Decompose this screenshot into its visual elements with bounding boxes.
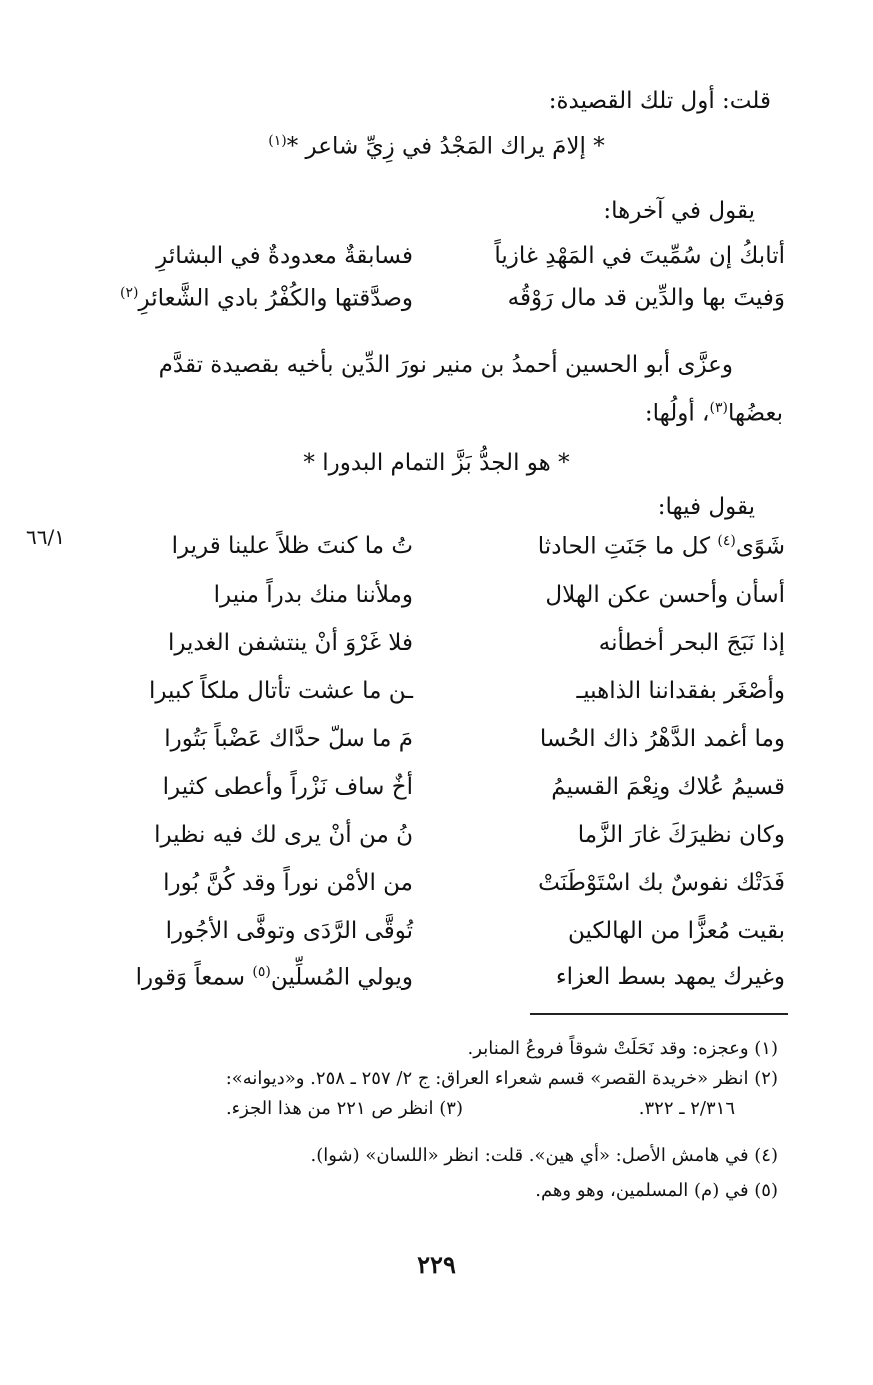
hemistich-right-text: شَوًى <box>735 533 785 560</box>
poem2-opening: * هو الجدُّ بَزَّ التمام البدورا * <box>303 450 570 476</box>
hemistich-right: أسأن وأحسن عكن الهلال <box>545 582 785 608</box>
hemistich-left: فسابقةٌ معدودةٌ في البشائرِ <box>156 243 413 269</box>
hemistich-right: قسيمُ عُلاك ونِعْمَ القسيمُ <box>551 774 785 800</box>
footnote-ref-3: (٣) <box>709 400 728 416</box>
hemistich-right: وأصْغَر بفقداننا الذاهبيـ <box>576 678 785 704</box>
poem1-end-intro: يقول في آخرها: <box>603 198 755 224</box>
margin-reference: ٦٦/١ <box>26 525 65 549</box>
hemistich-right <box>460 533 785 561</box>
hemistich-left: فلا غَرْوَ أنْ ينتشفن الغديرا <box>167 630 413 656</box>
footnote-2-line-2: ٢/٣١٦ ـ ٣٢٢. <box>638 1098 735 1119</box>
hemistich-left: من الأمْن نوراً وقد كُنَّ بُورا <box>163 870 413 896</box>
hemistich-right-rest: كل ما جَنَتِ الحادثا <box>537 533 718 560</box>
hemistich-left-rest: سمعاً وَقورا <box>135 964 253 991</box>
footnote-1: (١) وعجزه: وقد نَحَلَتْ شوقاً فروعُ المنابر. <box>467 1038 778 1059</box>
hemistich-left <box>88 964 413 992</box>
paragraph-line-2-end: ، أولُها: <box>644 400 710 427</box>
hemistich-right: فَدَتْك نفوسٌ بك اسْتَوْطَنَتْ <box>538 870 785 896</box>
footnote-5: (٥) في (م) المسلمين، وهو وهم. <box>535 1180 778 1201</box>
footnote-3: (٣) انظر ص ٢٢١ من هذا الجزء. <box>225 1098 463 1119</box>
hemistich-right: وكان نظيرَكَ غارَ الزَّما <box>577 822 785 848</box>
hemistich-left <box>88 285 413 313</box>
footnote-ref-5: (٥) <box>252 964 271 980</box>
poem2-intro: يقول فيها: <box>657 494 755 520</box>
footnote-ref-2: (٢) <box>120 285 139 301</box>
hemistich-right: وَفيتَ بها والدِّين قد مال رَوْقُه <box>507 285 785 311</box>
hemistich-left: نُ من أنْ يرى لك فيه نظيرا <box>154 822 413 848</box>
hemistich-left: مَ ما سلّ حدَّاك عَضْباً بَتُورا <box>164 726 413 752</box>
footnote-2-line-1: (٢) انظر «خريدة القصر» قسم شعراء العراق: ج ٢/ ٢٥٧ ـ ٢٥٨. و«ديوانه»: <box>225 1068 778 1089</box>
hemistich-left-text: وصدَّقتها والكُفْرُ بادي الشَّعائرِ <box>138 285 413 312</box>
hemistich-right: وغيرك يمهد بسط العزاء <box>555 964 785 990</box>
hemistich-right: أتابكُ إن سُمِّيتَ في المَهْدِ غازياً <box>494 243 785 269</box>
footnote-divider <box>530 1013 788 1015</box>
poem1-opening-text: * إلامَ يراك المَجْدُ في زِيِّ شاعر * <box>286 133 605 160</box>
hemistich-left-text: ويولي المُسلِّين <box>270 964 413 991</box>
intro-line: قلت: أول تلك القصيدة: <box>548 88 771 114</box>
hemistich-left: وملأننا منك بدراً منيرا <box>213 582 413 608</box>
paragraph-line-1: وعزَّى أبو الحسين أحمدُ بن منير نورَ الدِّين بأخيه بقصيدة تقدَّم <box>158 352 733 378</box>
footnote-ref-1: (١) <box>268 133 287 149</box>
hemistich-left: تُوقَّى الرَّدَى وتوفَّى الأجُورا <box>165 918 413 944</box>
hemistich-right: إذا نَبَجَ البحر أخطأنه <box>598 630 785 656</box>
page-number: ٢٢٩ <box>417 1250 456 1279</box>
hemistich-left: تُ ما كنتَ ظلاً علينا قريرا <box>171 533 413 559</box>
hemistich-left: أخٌ ساف نَزْراً وأعطى كثيرا <box>162 774 413 800</box>
footnote-ref-4: (٤) <box>717 533 736 549</box>
hemistich-right: وما أغمد الدَّهْرُ ذاك الحُسا <box>539 726 785 752</box>
paragraph-line-2 <box>645 400 783 428</box>
paragraph-line-2-start: بعضُها <box>727 400 783 427</box>
hemistich-right: بقيت مُعزًّا من الهالكين <box>568 918 785 944</box>
hemistich-left: ـن ما عشت تأتال ملكاً كبيرا <box>148 678 413 704</box>
poem1-opening <box>0 133 873 161</box>
footnote-4: (٤) في هامش الأصل: «أي هين». قلت: انظر «اللسان» (شوا). <box>310 1145 778 1166</box>
